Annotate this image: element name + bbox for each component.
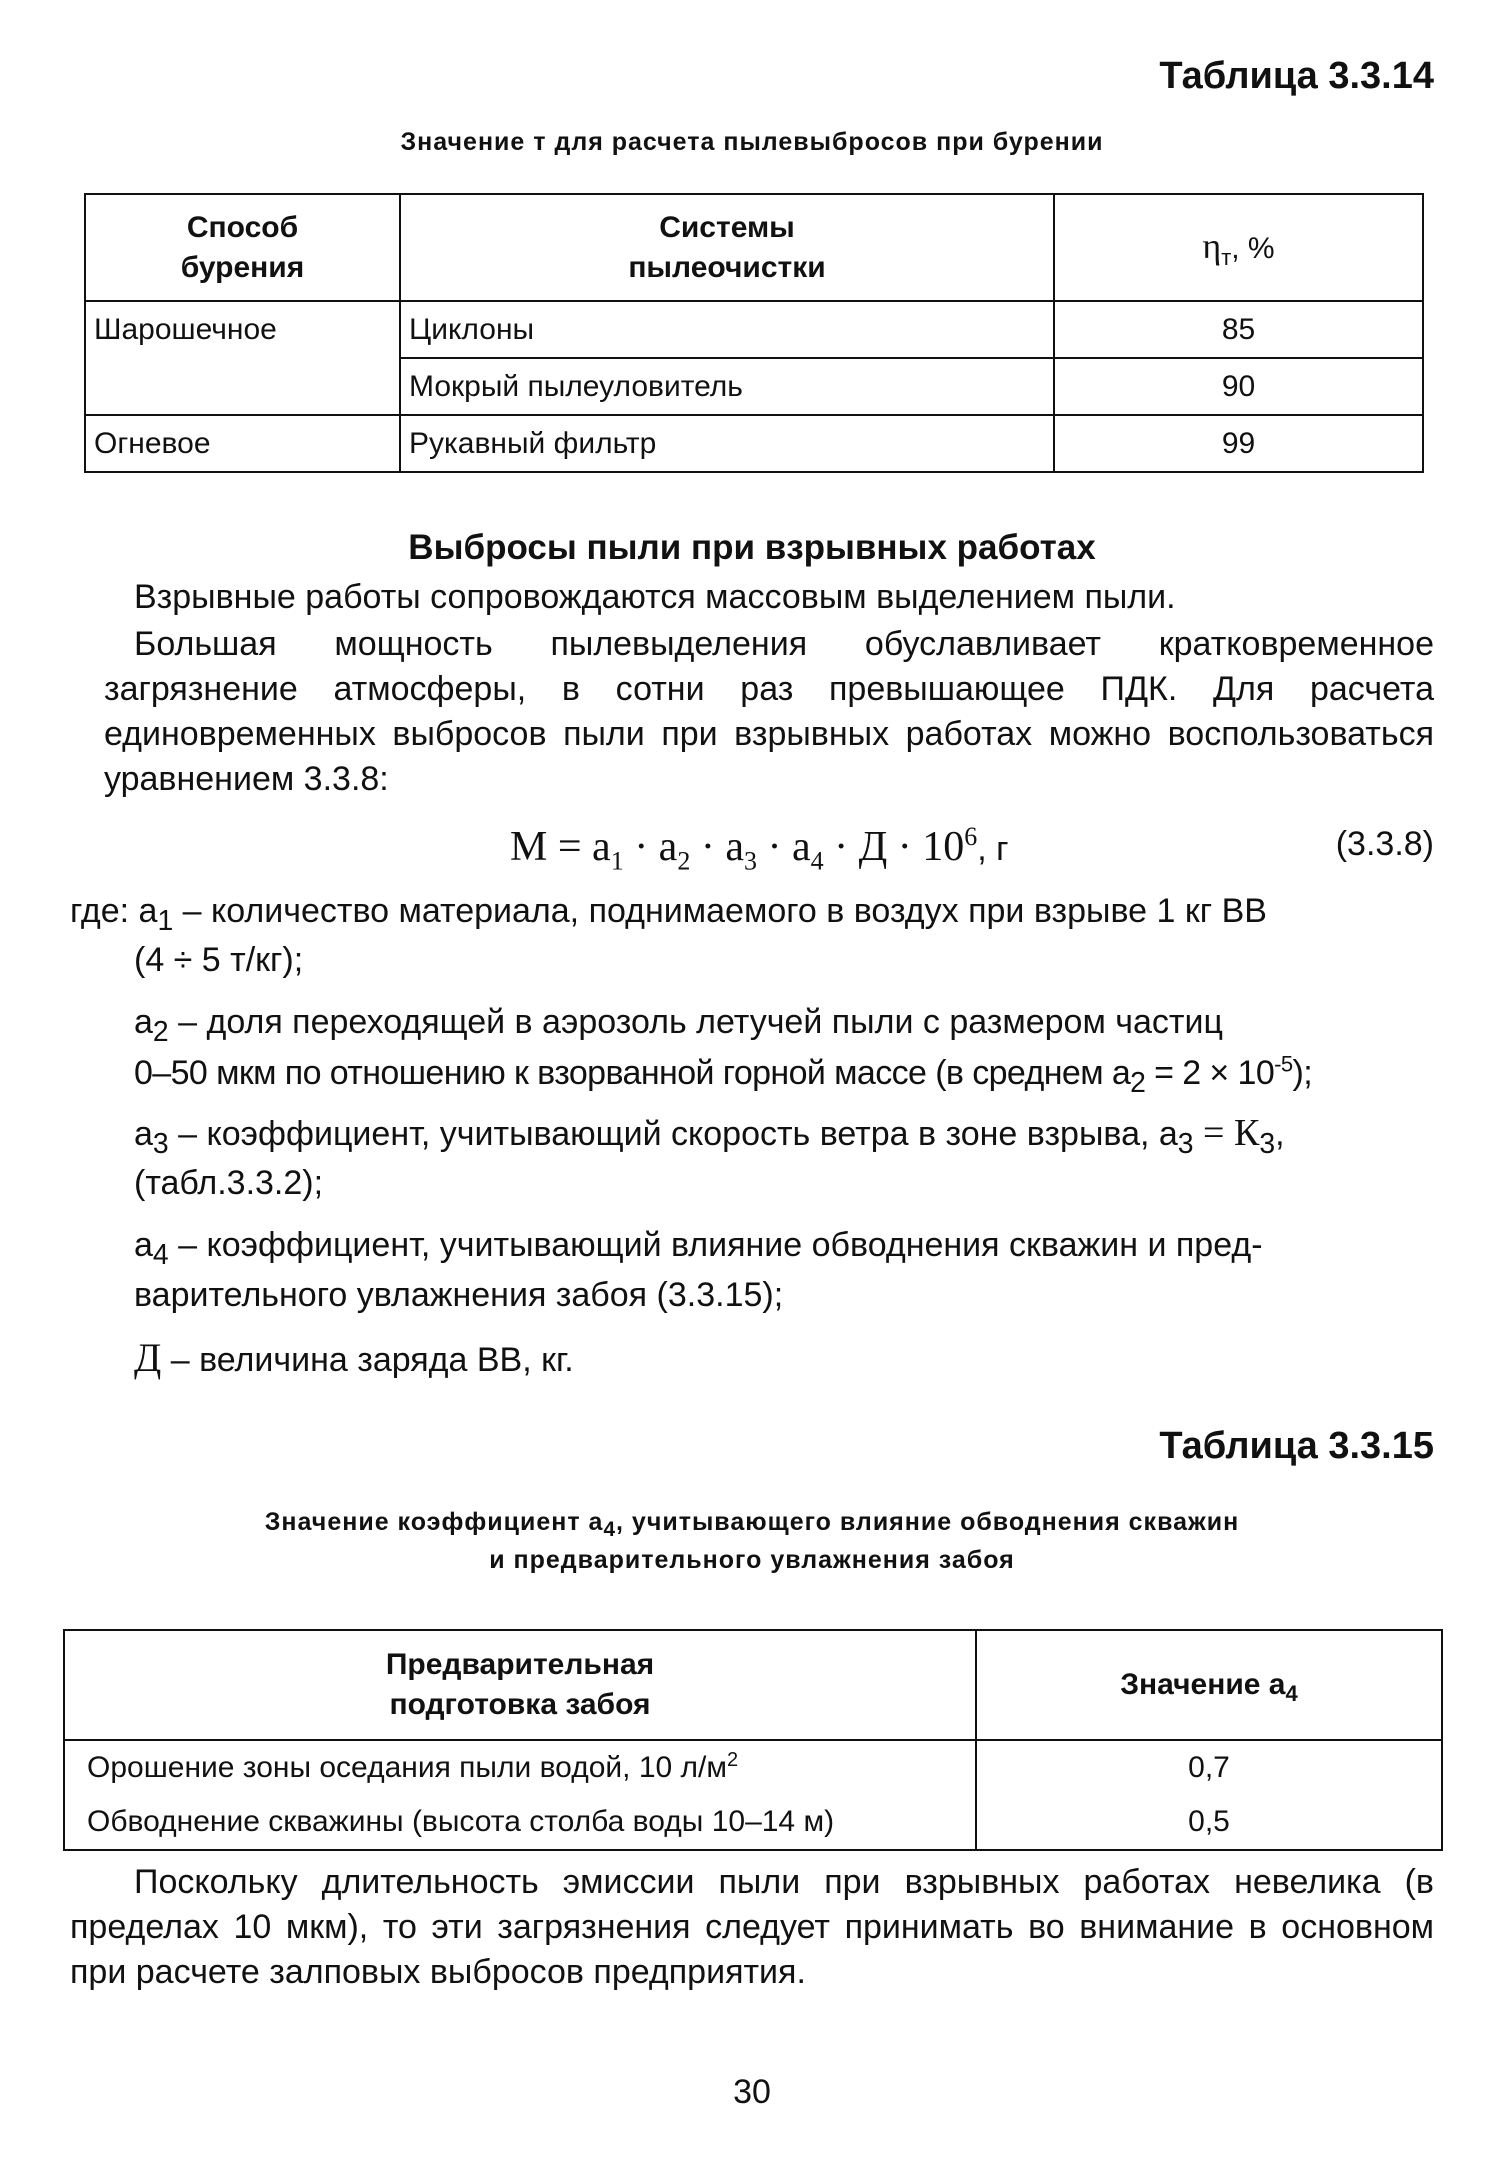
formula-sub: 4 [810, 846, 824, 876]
formula-exponent: 6 [964, 822, 978, 851]
def-sub: 2 [1130, 1066, 1146, 1099]
def-text: 0–50 мкм по отношению к взорванной горной массе (в среднем a [134, 1054, 1131, 1092]
table-row [85, 301, 1423, 358]
table1-header-efficiency [1054, 194, 1423, 301]
table1-header-systems [400, 194, 1054, 301]
def-a3-line2: (табл.3.3.2); [134, 1164, 324, 1202]
def-sub: 2 [152, 1015, 169, 1048]
table1-number: Таблица 3.3.14 [1159, 55, 1434, 97]
header-systems-line2: пылеочистки [628, 250, 826, 284]
header-value-text: Значение a [1120, 1668, 1286, 1701]
def-text: – коэффициент, учитывающий влияние обводнения скважин и пред- [168, 1226, 1263, 1264]
table2-header-prep [64, 1630, 976, 1740]
table1-cell-method: Огневое [85, 415, 400, 472]
formula-3-3-8 [510, 822, 1009, 876]
eta-subscript: т [1221, 245, 1232, 270]
eff-unit: , % [1231, 232, 1275, 265]
paragraph-1: Взрывные работы сопровождаются массовым выделением пыли. [134, 578, 1176, 616]
def-a2-line2 [134, 1050, 1312, 1097]
formula-term: · a [756, 824, 811, 870]
table2-caption-line2: и предварительного увлажнения забоя [489, 1546, 1015, 1574]
table1-cell-value: 90 [1054, 358, 1423, 415]
header-prep-line1: Предварительная [385, 1648, 655, 1681]
page-number: 30 [733, 2073, 771, 2111]
table1-cell-method [85, 358, 400, 415]
def-sub: 1 [157, 904, 174, 937]
table-row [64, 1740, 1442, 1795]
table1-cell-system: Циклоны [400, 301, 1054, 358]
def-sub: 3 [1177, 1127, 1194, 1160]
header-method-line2: бурения [180, 250, 305, 284]
prep-sup: 2 [727, 1749, 739, 1771]
def-a3-line1 [134, 1110, 1285, 1158]
table2-cell-value: 0,5 [976, 1795, 1442, 1850]
table1-cell-system: Рукавный фильтр [400, 415, 1054, 472]
paragraph-2: Большая мощность пылевыделения обуславливает кратковременное загрязнение атмосферы, в сотни раз превышающее ПДК. Для расчета единовременных выбросов пыли при взрывных работах можно воспользоваться уравнением 3.3.8: [104, 625, 1434, 798]
def-text: – величина заряда ВВ, кг. [161, 1341, 574, 1379]
table2-cell-prep: Обводнение скважины (высота столба воды 10–14 м) [64, 1795, 976, 1850]
table1 [84, 193, 1424, 473]
def-text: , [1275, 1115, 1285, 1153]
def-text: – коэффициент, учитывающий скорость ветра в зоне взрыва, a [168, 1115, 1178, 1153]
table2-cell-value: 0,7 [976, 1740, 1442, 1795]
def-a1-line2: (4 ÷ 5 т/кг); [134, 941, 304, 979]
formula-term: · a [690, 824, 744, 870]
table1-cell-method: Шарошечное [85, 301, 400, 358]
header-value-sub: 4 [1285, 1681, 1298, 1706]
table-row [64, 1795, 1442, 1850]
eta-symbol: η [1202, 226, 1222, 266]
def-sub: 3 [1259, 1127, 1276, 1160]
caption-text: Значение коэффициент a [264, 1508, 604, 1536]
def-a2-line1 [134, 999, 1223, 1046]
header-method-line1: Способ [186, 210, 299, 244]
def-a4-line2: варительного увлажнения забоя (3.3.15); [134, 1276, 784, 1314]
table-row [85, 415, 1423, 472]
def-text: ); [1292, 1054, 1313, 1092]
table1-header-method [85, 194, 400, 301]
table2-caption-line1 [0, 1508, 1504, 1541]
def-sub: 3 [152, 1127, 169, 1160]
def-symbol: a [134, 1003, 153, 1041]
section-heading: Выбросы пыли при взрывных работах [408, 528, 1096, 567]
formula-lhs: M = a [510, 824, 611, 870]
closing-paragraph: Поскольку длительность эмиссии пыли при взрывных работах невелика (в пределах 10 мкм), то эти загрязнения следует принимать во внимание в основном при расчете залповых выбросов предприятия. [70, 1863, 1434, 1991]
def-symbol: a [134, 1226, 153, 1264]
table1-cell-value: 99 [1054, 415, 1423, 472]
table2 [63, 1629, 1443, 1851]
prep-text: Орошение зоны оседания пыли водой, 10 л/м [87, 1751, 727, 1784]
formula-term: · a [623, 824, 678, 870]
header-systems-line1: Системы [659, 210, 795, 244]
formula-tail: · Д · 10 [823, 824, 965, 870]
header-prep-line2: подготовка забоя [389, 1688, 651, 1721]
table1-caption: Значение т для расчета пылевыбросов при бурении [400, 128, 1104, 156]
def-a4-line1 [134, 1222, 1263, 1269]
def-symbol: a [134, 1115, 153, 1153]
formula-sub: 3 [743, 846, 757, 876]
def-exponent: -5 [1274, 1051, 1293, 1077]
formula-unit: , г [977, 830, 1009, 868]
def-a1-line1 [70, 888, 1267, 935]
formula-sub: 1 [610, 846, 624, 876]
table1-cell-system: Мокрый пылеуловитель [400, 358, 1054, 415]
def-text: – количество материала, поднимаемого в воздух при взрыве 1 кг ВВ [173, 892, 1267, 930]
table2-header-value [976, 1630, 1442, 1740]
def-where: где: a [70, 892, 158, 930]
table2-number: Таблица 3.3.15 [1159, 1425, 1434, 1467]
def-d [134, 1334, 574, 1384]
def-sub: 4 [152, 1238, 169, 1271]
table-row [85, 358, 1423, 415]
caption-sub: 4 [603, 1518, 617, 1541]
def-symbol: Д [134, 1335, 162, 1380]
def-text: = 2 × 10 [1145, 1054, 1275, 1092]
equation-number: (3.3.8) [1335, 825, 1434, 863]
def-text: = К [1193, 1112, 1260, 1154]
def-text: – доля переходящей в аэрозоль летучей пыли с размером частиц [168, 1003, 1223, 1041]
caption-text: , учитывающего влияние обводнения скважин [616, 1508, 1240, 1536]
formula-sub: 2 [677, 846, 691, 876]
table2-cell-prep [64, 1740, 976, 1795]
table1-cell-value: 85 [1054, 301, 1423, 358]
